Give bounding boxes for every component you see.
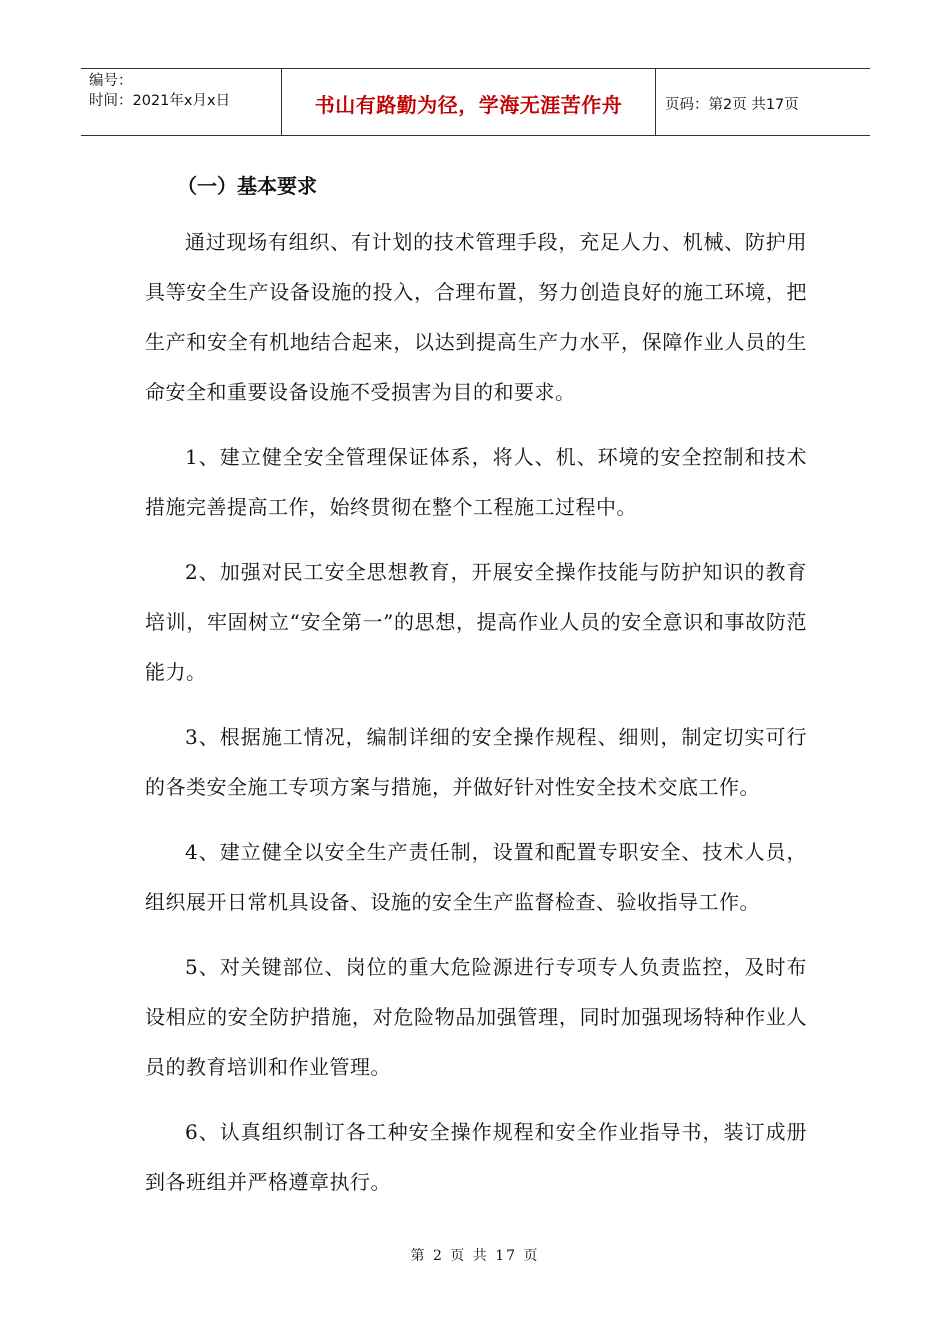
paragraph-item-6: 6、认真组织制订各工种安全操作规程和安全作业指导书，装订成册到各班组并严格遵章执行。 <box>145 1120 807 1194</box>
header-page-info: 页码：第2页 共17页 <box>665 96 799 113</box>
paragraph-item-5: 5、对关键部位、岗位的重大危险源进行专项专人负责监控，及时布设相应的安全防护措施，对危险物品加强管理，同时加强现场特种作业人员的教育培训和作业管理。 <box>145 955 807 1079</box>
paragraph-intro: 通过现场有组织、有计划的技术管理手段，充足人力、机械、防护用具等安全生产设备设施的投入，合理布置，努力创造良好的施工环境，把生产和安全有机地结合起来，以达到提高生产力水平，保障作业人员的生命安全和重要设备设施不受损害为目的和要求。 <box>145 230 807 404</box>
document-number-label: 编号： <box>89 73 133 89</box>
paragraph-item-3: 3、根据施工情况，编制详细的安全操作规程、细则，制定切实可行的各类安全施工专项方案与措施，并做好针对性安全技术交底工作。 <box>145 725 807 799</box>
section-title: （一）基本要求 <box>177 174 317 198</box>
paragraph-item-4: 4、建立健全以安全生产责任制，设置和配置专职安全、技术人员，组织展开日常机具设备、设施的安全生产监督检查、验收指导工作。 <box>145 840 807 914</box>
document-body <box>145 160 807 1207</box>
paragraph-item-1: 1、建立健全安全管理保证体系，将人、机、环境的安全控制和技术措施完善提高工作，始终贯彻在整个工程施工过程中。 <box>145 445 807 519</box>
paragraph-item-2: 2、加强对民工安全思想教育，开展安全操作技能与防护知识的教育培训，牢固树立“安全第一”的思想，提高作业人员的安全意识和事故防范能力。 <box>145 560 807 684</box>
header-meta-cell <box>81 69 282 135</box>
header-motto: 书山有路勤为径，学海无涯苦作舟 <box>282 69 656 135</box>
page-footer: 第 2 页 共 17 页 <box>410 1248 540 1264</box>
document-time-label: 时间：2021年x月x日 <box>89 93 231 109</box>
page-header <box>81 68 870 136</box>
